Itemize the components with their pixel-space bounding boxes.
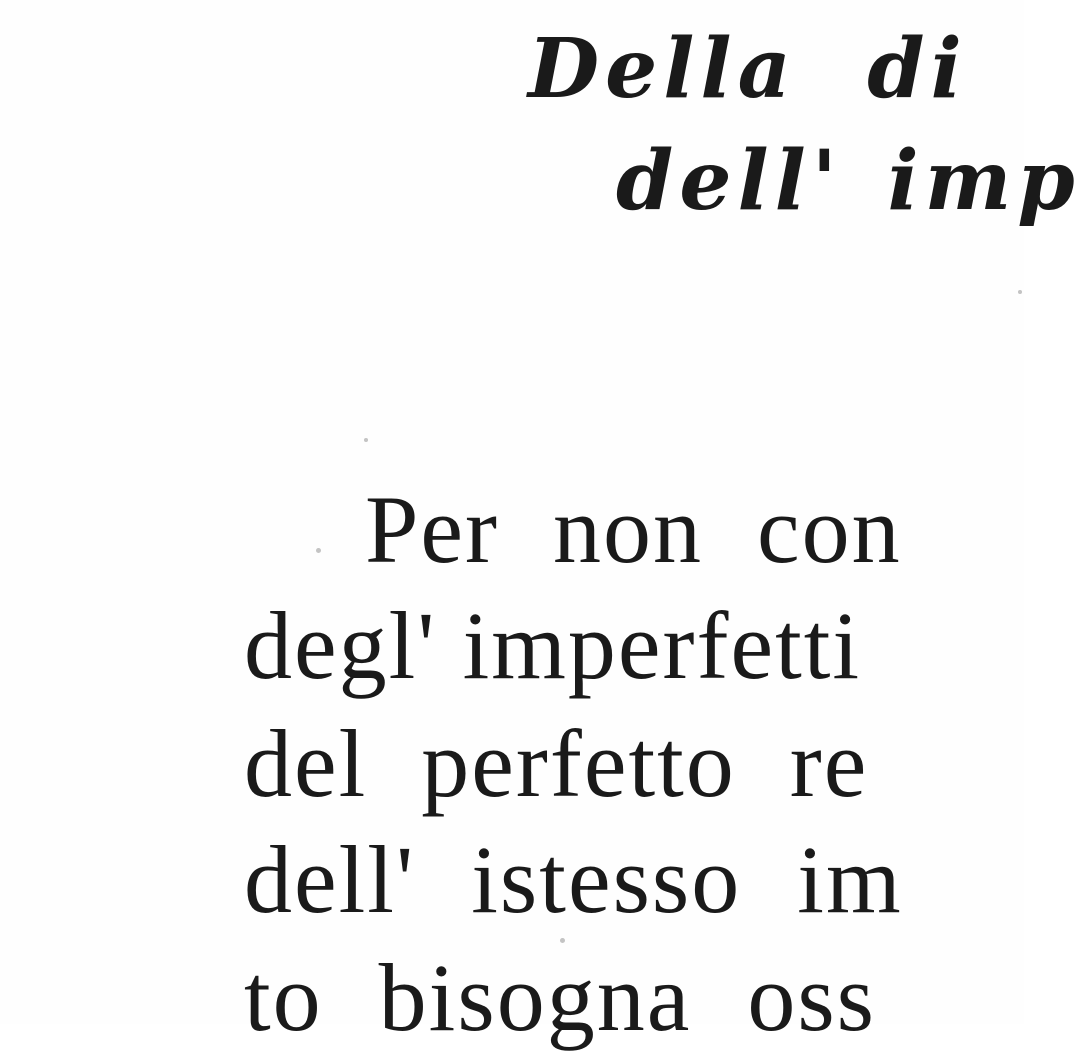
ink-speck: [316, 548, 321, 553]
ink-speck: [560, 938, 565, 943]
ink-speck: [364, 438, 368, 442]
paragraph-line-5: to bisogna oss: [244, 944, 877, 1051]
ink-speck: [1018, 290, 1022, 294]
paragraph-line-4: dell' istesso im: [244, 826, 903, 933]
chapter-heading-line-1: Della di: [528, 21, 968, 117]
chapter-heading-line-2: dell' imp: [616, 133, 1081, 229]
paragraph-line-3: del perfetto re: [244, 710, 869, 817]
paragraph-line-2: degl' imperfetti: [244, 592, 862, 699]
paragraph-line-1: Per non con: [365, 476, 902, 583]
